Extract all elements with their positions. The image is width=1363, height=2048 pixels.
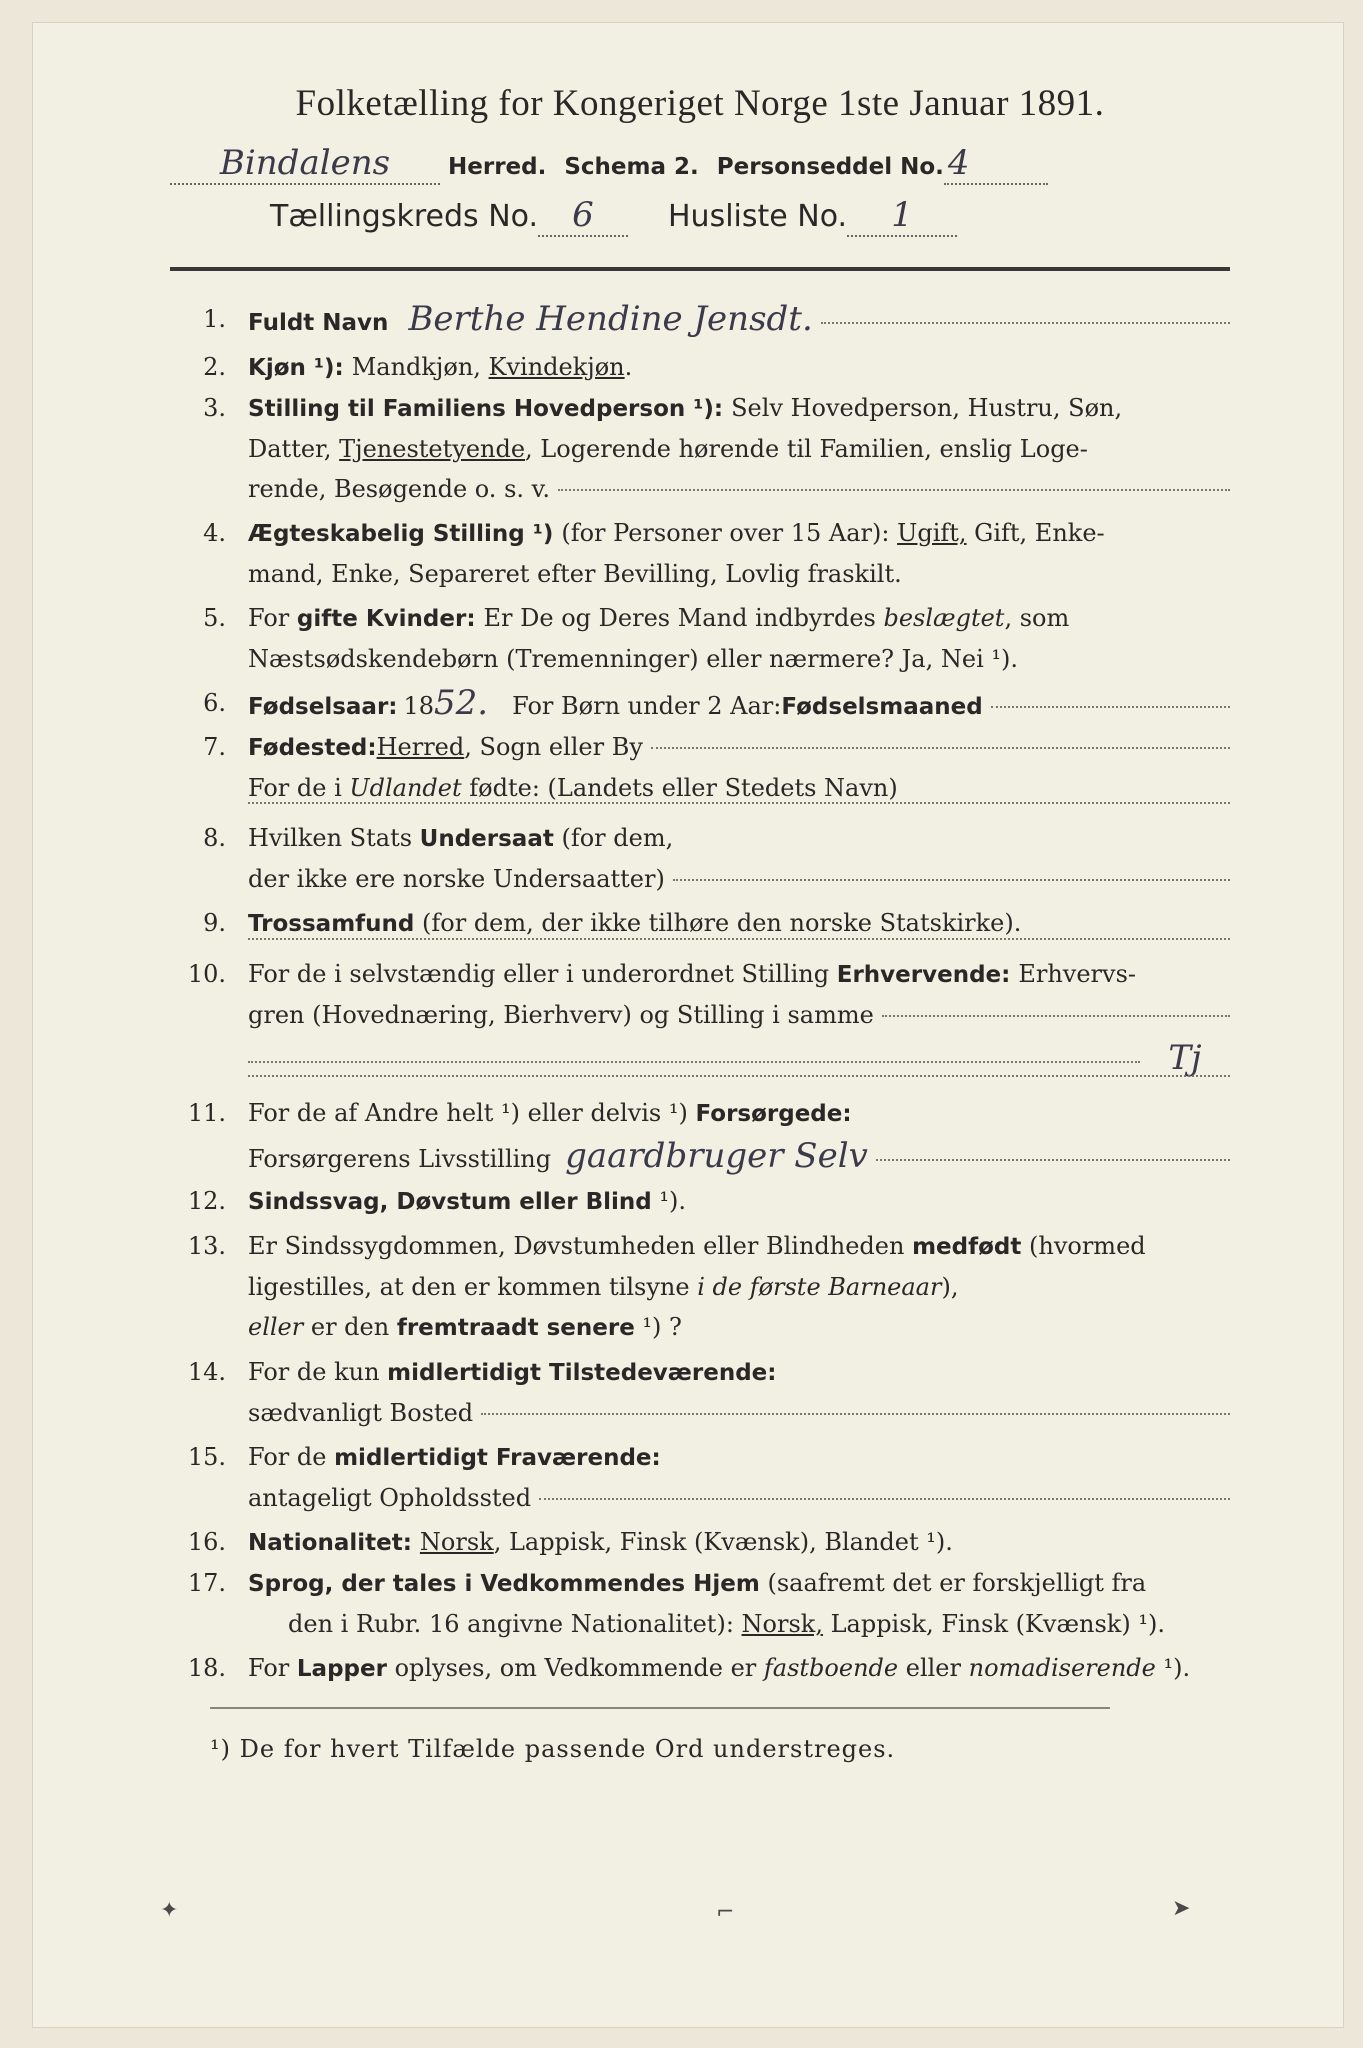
item-10-row-4	[170, 1081, 1230, 1083]
item-1-label: Fuldt Navn	[248, 310, 389, 336]
corner-mark-right-icon: ➤	[1172, 1896, 1191, 1921]
item-number: 4.	[203, 519, 226, 547]
marital-option-ugift[interactable]: Ugift,	[897, 519, 967, 547]
item-16-text: , Lappisk, Finsk (Kvænsk), Blandet ¹).	[493, 1528, 953, 1556]
birth-year-value[interactable]: 52.	[434, 683, 489, 723]
item-3-row-3	[170, 469, 1230, 509]
header-line-2	[170, 195, 1230, 237]
header-line-1	[170, 143, 1230, 185]
item-13-text: Er Sindssygdommen, Døvstumheden eller Blindheden	[248, 1232, 913, 1260]
item-4-label: Ægteskabelig Stilling ¹)	[248, 521, 562, 547]
item-9-label: Trossamfund	[248, 911, 415, 937]
item-5-text: Er De og Deres Mand indbyrdes	[483, 604, 884, 632]
corner-mark-left-icon: ✦	[160, 1898, 179, 1923]
item-14-row-2	[170, 1393, 1230, 1433]
nationality-option-norsk[interactable]: Norsk	[419, 1528, 494, 1556]
item-1-row	[170, 295, 1230, 347]
item-8-text: der ikke ere norske Undersaatter)	[248, 865, 665, 893]
form-title: Folketælling for Kongeriget Norge 1ste Januar 1891.	[295, 83, 1105, 124]
kjon-option-female[interactable]: Kvindekjøn	[488, 353, 625, 381]
item-4-text: (for Personer over 15 Aar):	[561, 519, 898, 547]
item-8-label: Undersaat	[419, 826, 554, 852]
item-11-row-2	[170, 1134, 1230, 1181]
item-17-text: den i Rubr. 16 angivne Nationalitet):	[288, 1610, 742, 1638]
item-number: 10.	[187, 960, 226, 988]
item-5-text: Næstsødskendebørn (Tremenninger) eller nærmere? Ja, Nei ¹).	[248, 645, 1018, 673]
item-15-row-2	[170, 1478, 1230, 1518]
personseddel-number[interactable]: 4	[944, 143, 1048, 185]
item-2-label: Kjøn ¹):	[248, 355, 352, 381]
occupation-mark-handwritten[interactable]: Tj	[1168, 1038, 1202, 1078]
item-5-text: beslægtet	[883, 604, 1005, 632]
item-4-text: mand, Enke, Separeret efter Bevilling, Lovlig fraskilt.	[248, 560, 902, 588]
item-13-label: fremtraadt senere	[396, 1315, 635, 1341]
language-option-norsk[interactable]: Norsk,	[741, 1610, 823, 1638]
herred-name-handwritten[interactable]: Bindalens	[170, 143, 440, 185]
census-form-sheet	[32, 22, 1344, 2028]
form-items	[170, 295, 1230, 1763]
item-13-text: ),	[941, 1273, 959, 1301]
item-3-label: Stilling til Familiens Hovedperson ¹):	[248, 396, 732, 422]
item-3-text: Selv Hovedperson, Hustru, Søn,	[731, 394, 1123, 422]
item-7-text: For de i	[248, 774, 350, 802]
item-16-label: Nationalitet:	[248, 1530, 420, 1556]
husliste-number[interactable]: 1	[847, 195, 957, 237]
item-18-text: ¹).	[1155, 1654, 1191, 1682]
item-13-row	[170, 1226, 1230, 1267]
item-number: 6.	[203, 689, 226, 717]
center-mark-icon: ⌐	[716, 1900, 735, 1925]
item-17-row	[170, 1563, 1230, 1604]
item-number: 9.	[203, 909, 226, 937]
item-5-row-2	[170, 639, 1230, 679]
item-11-text: Forsørgerens Livsstilling	[248, 1145, 552, 1173]
item-5-label: gifte Kvinder:	[296, 606, 484, 632]
item-number: 13.	[187, 1232, 226, 1260]
item-18-row	[170, 1648, 1230, 1689]
item-18-text: oplyses, om Vedkommende er	[386, 1654, 764, 1682]
item-10-text: gren (Hovednæring, Bierhverv) og Stilling i samme	[248, 1001, 874, 1029]
item-9-text: (for dem, der ikke tilhøre den norske Statskirke).	[414, 909, 1022, 937]
item-number: 16.	[187, 1528, 226, 1556]
item-3-row-2	[170, 429, 1230, 469]
item-15-text: antageligt Opholdssted	[248, 1484, 532, 1512]
item-number: 1.	[203, 305, 226, 333]
birth-year-prefix: 18	[403, 692, 435, 720]
item-7-text: fødte: (Landets eller Stedets Navn)	[461, 774, 898, 802]
item-10-text: For de i selvstændig eller i underordnet Stilling	[248, 960, 837, 988]
item-13-text: i de første Barneaar	[697, 1273, 942, 1301]
item-13-label: medfødt	[912, 1234, 1022, 1260]
item-13-text: ligestilles, at den er kommen tilsyne	[248, 1273, 698, 1301]
item-number: 7.	[203, 733, 226, 761]
item-13-text: (hvormed	[1021, 1232, 1146, 1260]
husliste-label: Husliste No.	[668, 199, 848, 234]
item-15-label: midlertidigt Fraværende:	[334, 1445, 661, 1471]
item-5-row	[170, 598, 1230, 639]
herred-label: Herred.	[448, 154, 547, 180]
item-8-text: (for dem,	[553, 824, 674, 852]
item-13-row-3	[170, 1307, 1230, 1348]
item-6-text: For Børn under 2 Aar:	[512, 692, 782, 720]
item-number: 5.	[203, 604, 226, 632]
item-6-row	[170, 683, 1230, 727]
kjon-option-male[interactable]: Mandkjøn,	[351, 353, 489, 381]
item-17-row-2	[170, 1604, 1230, 1644]
item-12-row	[170, 1181, 1230, 1222]
item-12-label: Sindssvag, Døvstum eller Blind	[248, 1189, 652, 1215]
item-7-row-3	[170, 808, 1230, 810]
item-7-text: Udlandet	[349, 774, 462, 802]
item-18-text: For	[248, 1654, 297, 1682]
item-7-label: Fødested:	[248, 735, 377, 761]
item-4-row	[170, 513, 1230, 554]
item-number: 15.	[187, 1443, 226, 1471]
item-9-row-2	[170, 944, 1230, 946]
item-13-text: er den	[303, 1313, 397, 1341]
item-2-end: .	[624, 353, 633, 381]
item-14-text: For de kun	[248, 1358, 388, 1386]
item-15-text: For de	[248, 1443, 335, 1471]
item-7-row	[170, 727, 1230, 768]
full-name-value[interactable]: Berthe Hendine Jensdt.	[408, 299, 813, 339]
schema-label: Schema 2.	[564, 154, 699, 180]
footnote-divider	[210, 1707, 1110, 1709]
item-12-text: ¹).	[651, 1187, 687, 1215]
item-11-text: For de af Andre helt ¹) eller delvis ¹)	[248, 1099, 696, 1127]
item-18-text: nomadiserende	[968, 1654, 1156, 1682]
item-11-row	[170, 1093, 1230, 1134]
item-3-text: Datter,	[248, 435, 340, 463]
item-16-row	[170, 1522, 1230, 1563]
item-13-row-2	[170, 1267, 1230, 1307]
item-18-text: eller	[898, 1654, 969, 1682]
item-8-text: Hvilken Stats	[248, 824, 420, 852]
item-3-text: rende, Besøgende o. s. v.	[248, 475, 550, 503]
item-3-row	[170, 388, 1230, 429]
item-18-text: fastboende	[763, 1654, 899, 1682]
stilling-option-tjenestetyende[interactable]: Tjenestetyende	[339, 435, 526, 463]
item-2-row	[170, 347, 1230, 388]
item-number: 12.	[187, 1187, 226, 1215]
item-5-text: For	[248, 604, 297, 632]
item-number: 18.	[187, 1654, 226, 1682]
item-18-label: Lapper	[296, 1656, 387, 1682]
item-number: 3.	[203, 394, 226, 422]
item-10-row	[170, 954, 1230, 995]
item-number: 14.	[187, 1358, 226, 1386]
item-17-text: Lappisk, Finsk (Kvænsk) ¹).	[822, 1610, 1165, 1638]
item-13-text: ¹) ?	[634, 1313, 682, 1341]
personseddel-label: Personseddel No.	[716, 154, 944, 180]
item-17-text: (saafremt det er forskjelligt fra	[759, 1569, 1147, 1597]
form-content	[170, 62, 1230, 1763]
item-10-row-2	[170, 995, 1230, 1035]
item-14-label: midlertidigt Tilstedeværende:	[387, 1360, 777, 1386]
item-8-row-2	[170, 859, 1230, 899]
taellingskreds-number[interactable]: 6	[538, 195, 628, 237]
item-number: 17.	[187, 1569, 226, 1597]
item-3-text: , Logerende hørende til Familien, enslig Loge-	[525, 435, 1088, 463]
provider-occupation-value[interactable]: gaardbruger Selv	[565, 1136, 868, 1176]
footnote: ¹) De for hvert Tilfælde passende Ord understreges.	[210, 1735, 896, 1763]
item-number: 2.	[203, 353, 226, 381]
birth-month-label: Fødselsmaaned	[781, 694, 983, 720]
item-5-text: , som	[1004, 604, 1070, 632]
item-number: 8.	[203, 824, 226, 852]
item-11-label: Forsørgede:	[695, 1101, 852, 1127]
taellingskreds-label: Tællingskreds No.	[270, 199, 538, 234]
item-6-label: Fødselsaar:	[248, 694, 398, 720]
item-15-row	[170, 1437, 1230, 1478]
item-8-row	[170, 818, 1230, 859]
item-13-text: eller	[248, 1313, 304, 1341]
item-14-row	[170, 1352, 1230, 1393]
item-10-text: Erhvervs-	[1018, 960, 1137, 988]
birthplace-option-herred[interactable]: Herred	[376, 733, 465, 761]
item-14-text: sædvanligt Bosted	[248, 1399, 474, 1427]
item-4-text: Gift, Enke-	[966, 519, 1105, 547]
item-17-label: Sprog, der tales i Vedkommendes Hjem	[248, 1571, 760, 1597]
item-10-label: Erhvervende:	[836, 962, 1019, 988]
header-divider	[170, 267, 1230, 271]
item-number: 11.	[187, 1099, 226, 1127]
item-4-row-2	[170, 554, 1230, 594]
item-7-text: , Sogn eller By	[464, 733, 643, 761]
